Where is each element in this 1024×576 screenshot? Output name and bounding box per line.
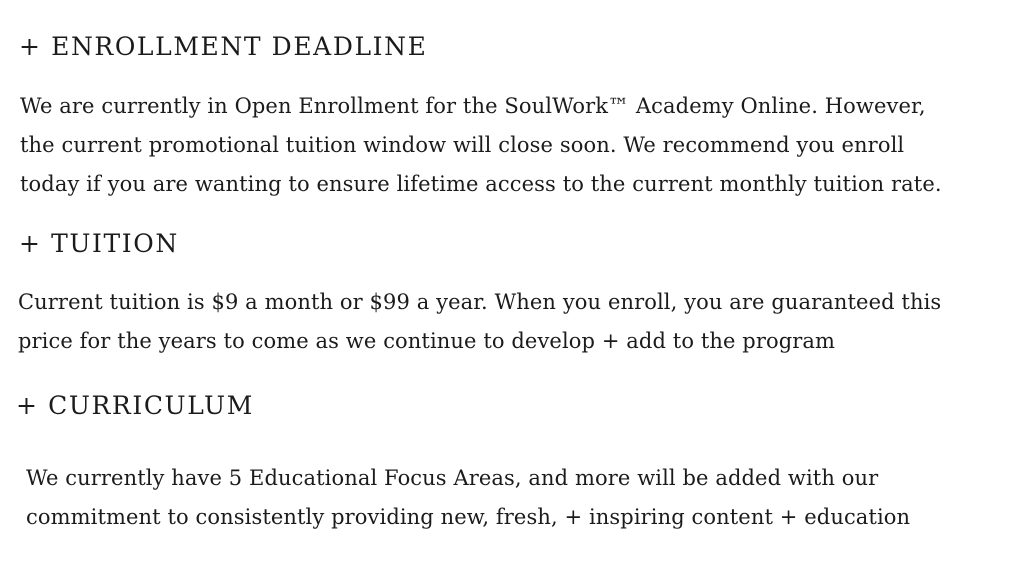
text-line: commitment to consistently providing new, fresh, + inspiring content + education xyxy=(26,505,911,529)
enrollment-deadline-heading: + ENROLLMENT DEADLINE xyxy=(19,32,428,61)
enrollment-deadline-text xyxy=(20,87,942,204)
text-line: the current promotional tuition window will close soon. We recommend you enroll xyxy=(20,133,905,157)
text-line: today if you are wanting to ensure lifetime access to the current monthly tuition rate. xyxy=(20,172,942,196)
text-line: Current tuition is $9 a month or $99 a year. When you enroll, you are guaranteed this xyxy=(18,290,942,314)
tuition-heading: + TUITION xyxy=(19,229,179,258)
text-line: We are currently in Open Enrollment for the SoulWork™ Academy Online. However, xyxy=(20,94,926,118)
curriculum-heading: + CURRICULUM xyxy=(16,391,254,420)
curriculum-text xyxy=(26,459,910,537)
text-line: price for the years to come as we continue to develop + add to the program xyxy=(18,329,836,353)
text-line: We currently have 5 Educational Focus Areas, and more will be added with our xyxy=(26,466,879,490)
tuition-text xyxy=(18,283,941,361)
